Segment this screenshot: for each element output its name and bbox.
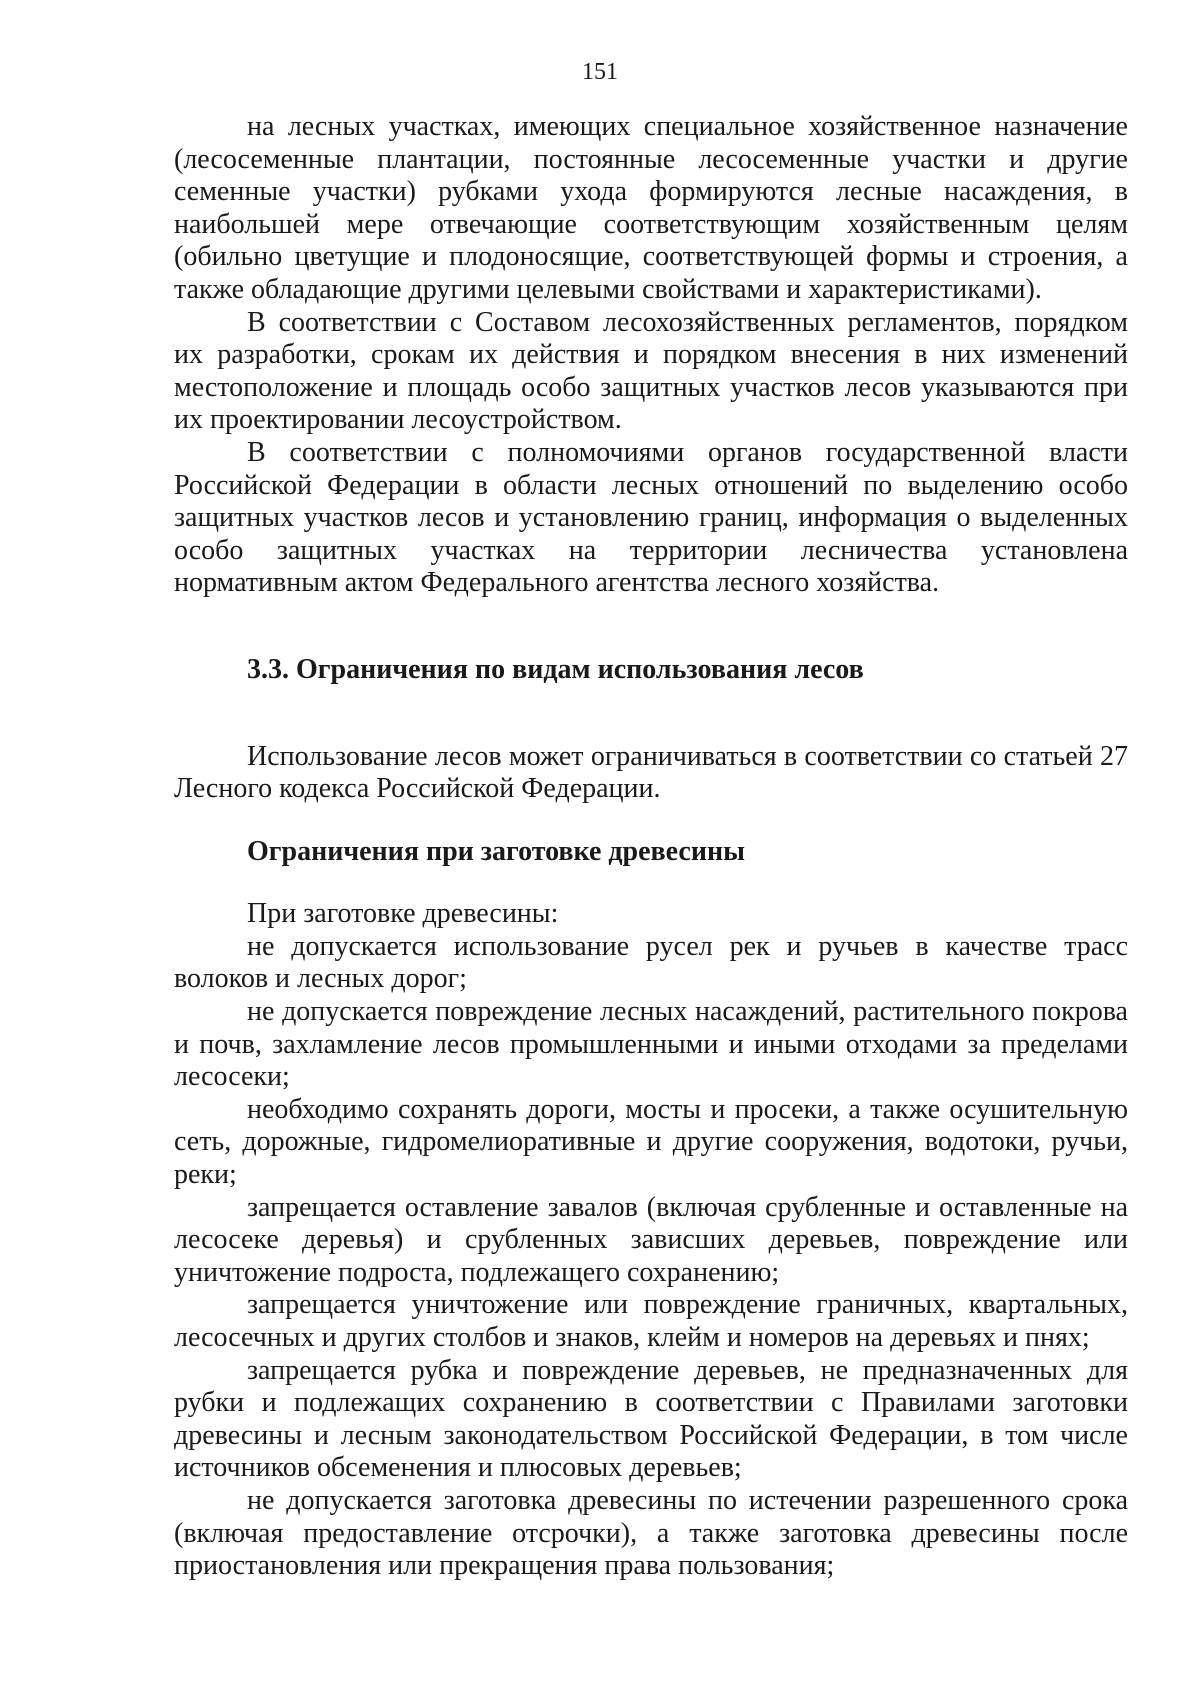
- list-item: не допускается использование русел рек и ручьев в качестве трасс волоков и лесных дорог;: [174, 930, 1128, 995]
- list-item: необходимо сохранять дороги, мосты и просеки, а также осушительную сеть, дорожные, гидромелиоративные и другие сооружения, водотоки, ручьи, реки;: [174, 1093, 1128, 1191]
- list-item: не допускается заготовка древесины по истечении разрешенного срока (включая предоставление отсрочки), а также заготовка древесины после приостановления или прекращения права пользования;: [174, 1484, 1128, 1582]
- page-content: [174, 111, 1128, 1583]
- paragraph: В соответствии с полномочиями органов государственной власти Российской Федерации в области лесных отношений по выделению особо защитных участков лесов и установлению границ, информация о выделенных особо защитных участках на территории лесничества установлена нормативным актом Федерального агентства лесного хозяйства.: [174, 436, 1128, 599]
- list-item: запрещается уничтожение или повреждение граничных, квартальных, лесосечных и других столбов и знаков, клейм и номеров на деревьях и пнях;: [174, 1289, 1128, 1353]
- section-heading: 3.3. Ограничения по видам использования лесов: [247, 653, 864, 685]
- section-intro-paragraph: Использование лесов может ограничиваться в соответствии со статьей 27 Лесного кодекса Российской Федерации.: [174, 740, 1128, 805]
- page-number: 151: [582, 59, 618, 85]
- paragraph: В соответствии с Составом лесохозяйственных регламентов, порядком их разработки, срокам их действия и порядком внесения в них изменений местоположение и площадь особо защитных участков лесов указываются при их проектировании лесоустройством.: [174, 306, 1128, 436]
- list-item: запрещается оставление завалов (включая срубленные и оставленные на лесосеке деревья) и срубленных зависших деревьев, повреждение или уничтожение подроста, подлежащего сохранению;: [174, 1191, 1128, 1288]
- subsection-heading: Ограничения при заготовке древесины: [247, 835, 745, 867]
- list-item: не допускается повреждение лесных насаждений, растительного покрова и почв, захламление лесов промышленными и иными отходами за пределами лесосеки;: [174, 996, 1128, 1093]
- paragraph: на лесных участках, имеющих специальное хозяйственное назначение (лесосеменные плантации, постоянные лесосеменные участки и другие семенные участки) рубками ухода формируются лесные насаждения, в наибольшей мере отвечающие соответствующим хозяйственным целям (обильно цветущие и плодоносящие, соответствующей формы и строения, а также обладающие другими целевыми свойствами и характеристиками).: [174, 111, 1128, 305]
- list-item: запрещается рубка и повреждение деревьев, не предназначенных для рубки и подлежащих сохранению в соответствии с Правилами заготовки древесины и лесным законодательством Российской Федерации, в том числе источников обсеменения и плюсовых деревьев;: [174, 1354, 1128, 1484]
- subsection-lead: При заготовке древесины:: [247, 898, 559, 930]
